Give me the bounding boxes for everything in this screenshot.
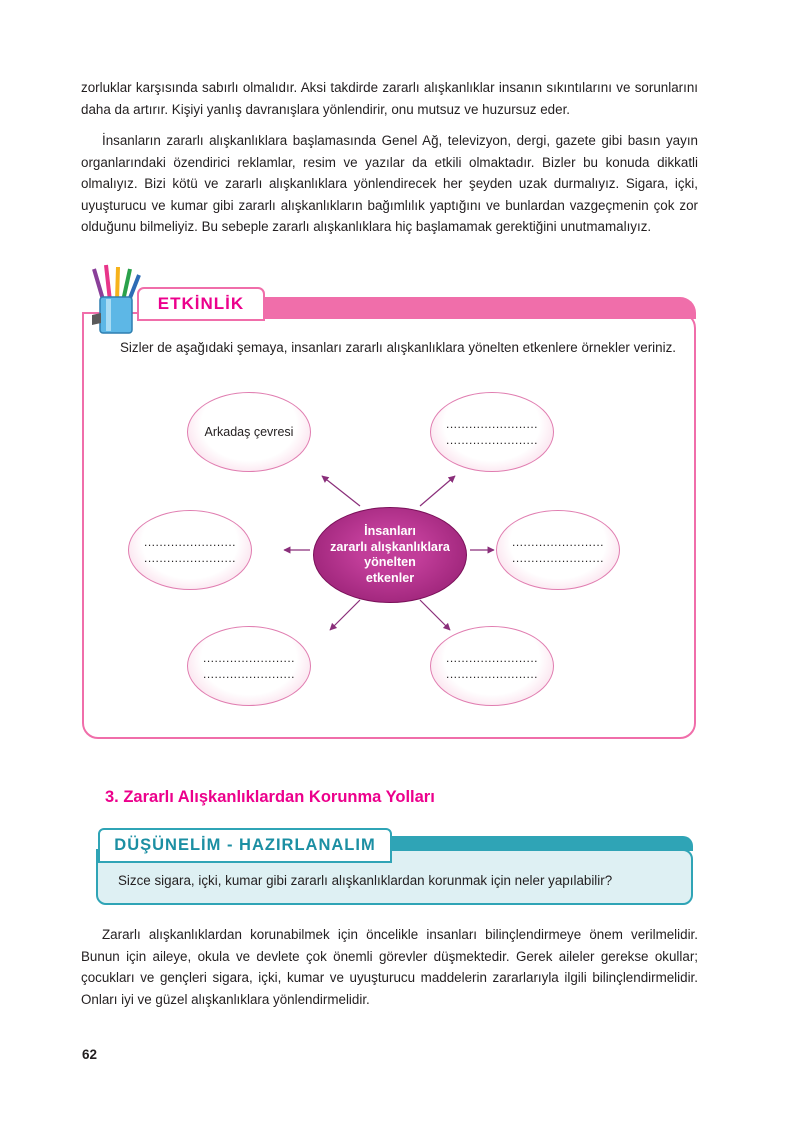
node-dots-line: ........................ bbox=[445, 417, 538, 431]
node-dots-line: ........................ bbox=[511, 551, 604, 565]
section-title: 3. Zararlı Alışkanlıklardan Korunma Yolları bbox=[105, 788, 435, 806]
node-dots-line: ........................ bbox=[143, 535, 236, 549]
outro-paragraph: Zararlı alışkanlıklardan korunabilmek için öncelikle insanları bilinçlendirmeye önem verilmelidir. Bunun için aileye, okula ve devlete çok önemli görevler düşmektedir. Gerek aileler gerekse okullar; çocukları ve gençleri sigara, içki, kumar ve uyuşturucu maddelerin zararlarıyla ilgili bilinçlendirmelidir. Onları iyi ve güzel alışkanlıklara yönlendirmelidir. bbox=[81, 927, 698, 1007]
node-top-left bbox=[187, 392, 311, 472]
center-line-1: İnsanları bbox=[364, 524, 416, 538]
node-dots-line: ........................ bbox=[445, 667, 538, 681]
intro-paragraph-1: zorluklar karşısında sabırlı olmalıdır. Aksi takdirde zararlı alışkanlıklar insanın sıkıntılarını ve sorunlarını daha da artırır. Kişiyi yanlış davranışlara yönlendirir, onu mutsuz ve huzursuz eder. bbox=[81, 80, 698, 117]
activity-tab-label: ETKİNLİK bbox=[157, 294, 245, 313]
intro-paragraph-2: İnsanların zararlı alışkanlıklara başlamasında Genel Ağ, televizyon, dergi, gazete gibi basın yayın organlarındaki özendirici reklamlar, resim ve yazılar da etkili olmaktadır. Bizler bu konuda dikkatli olmalıyız. Bizi kötü ve zararlı alışkanlıklara yönlendirecek her şeyden uzak durmalıyız. Sigara, içki, uyuşturucu ve kumar gibi zararlı alışkanlıkların bağımlılık yaptığını ve bunlardan vazgeçmenin çok zor olduğunu bilmeliyiz. Bu sebeple zararlı alışkanlıklara hiç başlamamak gerektiğini unutmamalıyız. bbox=[81, 133, 698, 234]
center-line-2: zararlı alışkanlıklara bbox=[330, 539, 450, 554]
node-top-left-label: Arkadaş çevresi bbox=[204, 425, 294, 439]
think-tab bbox=[98, 828, 392, 863]
activity-header-band bbox=[235, 297, 696, 319]
node-dots-line: ........................ bbox=[202, 651, 295, 665]
page-number: 62 bbox=[82, 1047, 98, 1062]
node-dots-line: ........................ bbox=[143, 551, 236, 565]
center-line-4: etkenler bbox=[365, 570, 415, 585]
node-dots-line: ........................ bbox=[511, 535, 604, 549]
center-line-3: yönelten bbox=[364, 555, 416, 569]
node-top-right[interactable] bbox=[430, 392, 554, 472]
node-dots-line: ........................ bbox=[202, 667, 295, 681]
think-header-band bbox=[390, 836, 693, 851]
activity-tab bbox=[137, 287, 265, 321]
think-question: Sizce sigara, içki, kumar gibi zararlı alışkanlıklardan korunmak için neler yapılabilir? bbox=[118, 873, 613, 888]
node-left[interactable] bbox=[128, 510, 252, 590]
activity-instruction: Sizler de aşağıdaki şemaya, insanları zararlı alışkanlıklara yönelten etkenlere örnekler veriniz. bbox=[120, 340, 676, 355]
node-bottom-left[interactable] bbox=[187, 626, 311, 706]
node-bottom-right[interactable] bbox=[430, 626, 554, 706]
node-dots-line: ........................ bbox=[445, 433, 538, 447]
think-tab-label: DÜŞÜNELİM - HAZIRLANALIM bbox=[114, 836, 376, 854]
node-right[interactable] bbox=[496, 510, 620, 590]
pencil-cup-icon bbox=[90, 263, 142, 337]
node-dots-line: ........................ bbox=[445, 651, 538, 665]
center-node bbox=[313, 507, 467, 603]
